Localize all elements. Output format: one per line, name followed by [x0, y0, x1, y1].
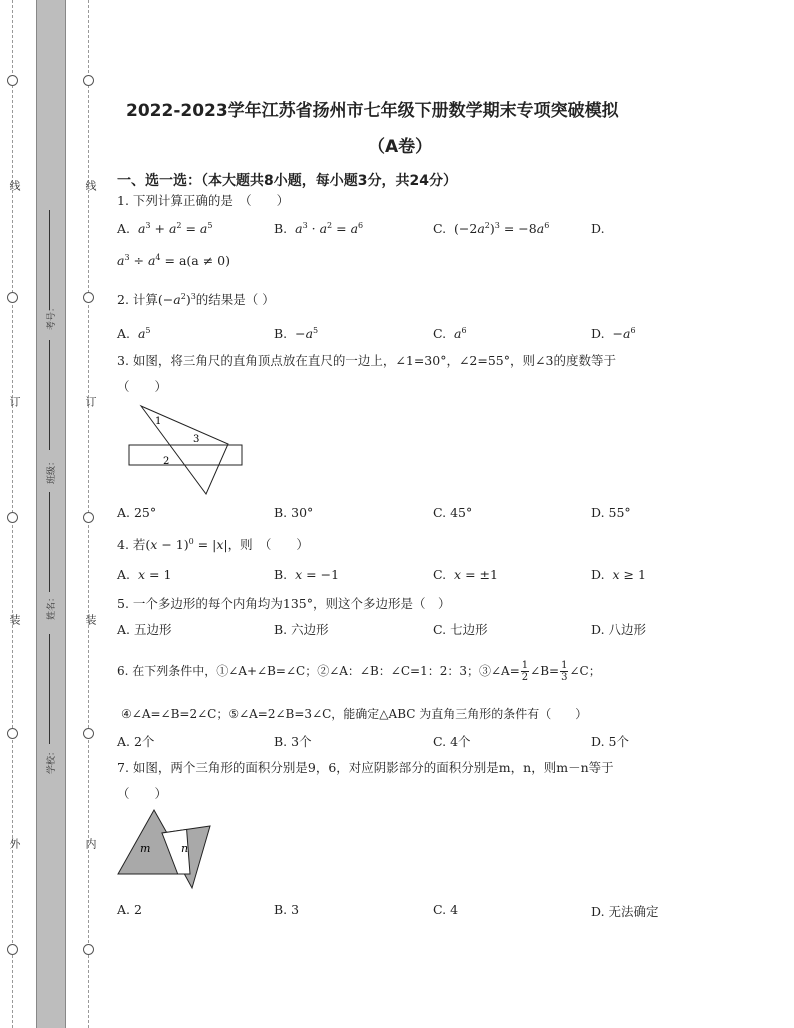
binding-hole — [7, 944, 18, 955]
binding-hole — [7, 728, 18, 739]
binding-hole — [83, 728, 94, 739]
angle-label-2: 2 — [163, 456, 170, 467]
question-7-figure — [114, 806, 214, 896]
outer-seal-char: 订 — [8, 396, 21, 407]
question-5-option-b: B. 六边形 — [274, 622, 329, 637]
exam-title-paper: （A卷） — [368, 137, 433, 157]
inner-seal-char: 线 — [84, 180, 97, 191]
question-4-option-a: A. x = 1 — [117, 567, 172, 582]
question-2-option-c: C. $a^6$ — [433, 326, 467, 341]
inner-seal-char: 装 — [84, 614, 97, 625]
binding-hole — [7, 512, 18, 523]
question-6-stem: 6. 在下列条件中，①∠A+∠B=∠C；②∠A：∠B：∠C=1：2：3；③∠A= $\frac{1}{2}$ ∠B= $\frac{1}{3}$ ∠C； — [117, 660, 601, 683]
question-6-stem-cont: ④∠A=∠B=2∠C；⑤∠A=2∠B=3∠C，能确定△ABC 为直角三角形的条件有（ ） — [121, 707, 588, 721]
question-7-option-c: C. 4 — [433, 902, 459, 917]
class-label: 班级： — [47, 456, 57, 484]
name-underline — [49, 492, 50, 592]
question-1-option-a: A. $a^3 + a^2 = a^5$ — [117, 221, 213, 236]
binding-hole — [83, 512, 94, 523]
question-2-option-a: A. $a^5$ — [117, 326, 151, 341]
angle-label-3: 3 — [193, 434, 200, 445]
question-6-option-b: B. 3个 — [274, 734, 312, 749]
binding-hole — [83, 292, 94, 303]
question-4-option-b: B. x = −1 — [274, 567, 340, 582]
question-5-stem: 5. 一个多边形的每个内角均为135°，则这个多边形是（ ） — [117, 596, 451, 611]
question-3-stem-cont: （ ） — [117, 379, 168, 394]
binding-hole — [7, 75, 18, 86]
binding-hole — [7, 292, 18, 303]
school-label: 学校： — [47, 746, 57, 774]
question-7-option-d: D. 无法确定 — [591, 904, 659, 919]
binding-gray-bar — [36, 0, 66, 1028]
question-5-option-d: D. 八边形 — [591, 622, 647, 637]
fraction-one-half: $\frac{1}{2}$ — [521, 660, 529, 683]
question-2-option-d: D. $-a^6$ — [591, 326, 636, 341]
ruler — [129, 445, 242, 465]
question-6-option-d: D. 5个 — [591, 734, 629, 749]
section-heading: 一、选一选：（本大题共8小题，每小题3分，共24分） — [117, 173, 457, 189]
area-label-n: n — [181, 842, 189, 855]
question-4-option-d: D. x ≥ 1 — [591, 567, 646, 582]
exam-title: 2022-2023学年江苏省扬州市七年级下册数学期末专项突破模拟 — [126, 101, 619, 121]
question-3-option-b: B. 30° — [274, 505, 314, 520]
outer-seal-char: 装 — [8, 614, 21, 625]
name-label: 姓名： — [47, 592, 57, 620]
question-4-stem: 4. 若$(x - 1)^0 = |x|$，则 （ ） — [117, 537, 309, 552]
question-4-option-c: C. x = ±1 — [433, 567, 498, 582]
question-7-option-b: B. 3 — [274, 902, 300, 917]
outer-seal-char: 线 — [8, 180, 21, 191]
question-6-option-c: C. 4个 — [433, 734, 471, 749]
binding-hole — [83, 75, 94, 86]
area-label-m: m — [140, 842, 151, 855]
question-1-option-d-label: D. — [591, 221, 605, 236]
angle-label-1: 1 — [155, 416, 162, 427]
question-2-stem: 2. 计算$(-a^2)^3$的结果是（ ） — [117, 292, 275, 307]
question-3-stem: 3. 如图，将三角尺的直角顶点放在直尺的一边上，∠1=30°，∠2=55°，则∠3的度数等于 — [117, 353, 616, 368]
question-5-option-a: A. 五边形 — [117, 622, 172, 637]
inner-seal-char: 订 — [84, 396, 97, 407]
question-2-option-b: B. $-a^5$ — [274, 326, 319, 341]
question-3-option-c: C. 45° — [433, 505, 473, 520]
question-7-stem: 7. 如图，两个三角形的面积分别是9，6，对应阴影部分的面积分别是m，n，则m－n等于 — [117, 760, 614, 775]
question-1-stem: 1. 下列计算正确的是 （ ） — [117, 193, 290, 208]
question-6-option-a: A. 2个 — [117, 734, 155, 749]
binding-hole — [83, 944, 94, 955]
exam-number-label: 考号： — [47, 302, 57, 330]
question-3-option-a: A. 25° — [117, 505, 157, 520]
question-7-stem-cont: （ ） — [117, 786, 168, 801]
fraction-one-third: $\frac{1}{3}$ — [561, 660, 568, 683]
question-3-option-d: D. 55° — [591, 505, 631, 520]
question-1-option-c: C. $(-2a^2)^3 = -8a^6$ — [433, 221, 550, 236]
inner-seal-char: 内 — [84, 838, 97, 849]
question-1-option-b: B. $a^3 \cdot a^2 = a^6$ — [274, 221, 364, 236]
school-underline — [49, 634, 50, 744]
question-3-figure — [125, 402, 250, 498]
question-1-option-d: $a^3 \div a^4 = a(a \ne 0)$ — [117, 253, 230, 268]
question-5-option-c: C. 七边形 — [433, 622, 488, 637]
class-underline — [49, 340, 50, 450]
outer-seal-char: 外 — [8, 838, 21, 849]
exam-number-underline — [49, 210, 50, 310]
question-7-option-a: A. 2 — [117, 902, 142, 917]
